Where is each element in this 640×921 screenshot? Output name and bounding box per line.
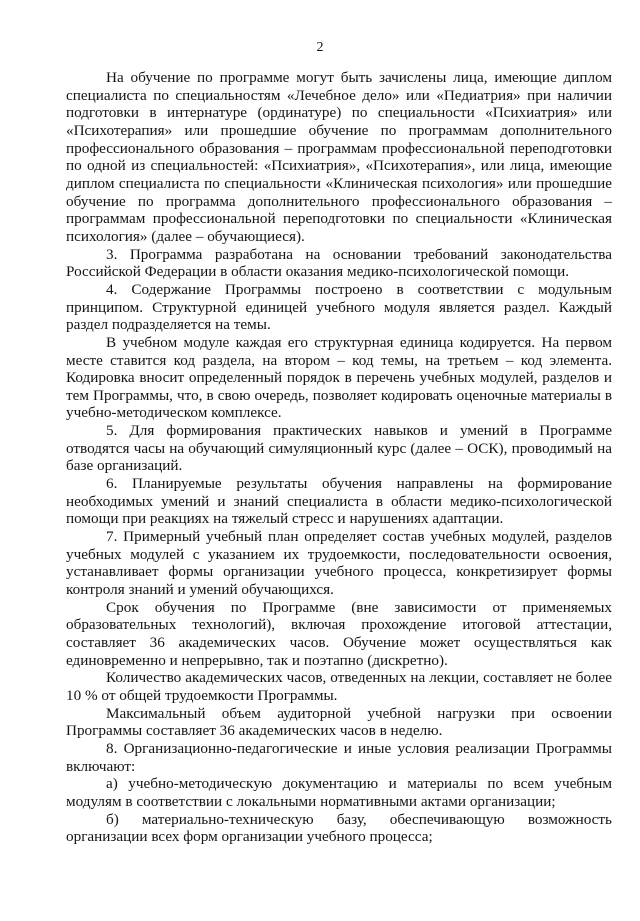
paragraph-lecture-hours: Количество академических часов, отведенных на лекции, составляет не более 10 % от общей трудоемкости Программы.: [66, 669, 612, 704]
paragraph-item-b-material-base: б) материально-техническую базу, обеспечивающую возможность организации всех форм организации учебного процесса;: [66, 810, 612, 846]
paragraph-6-learning-outcomes: 6. Планируемые результаты обучения направлены на формирование необходимых умений и знаний специалиста в области медико-психологической помощи при реакциях на тяжелый стресс и нарушениях адаптации.: [66, 475, 612, 528]
paragraph-7-curriculum: 7. Примерный учебный план определяет состав учебных модулей, разделов учебных модулей с указанием их трудоемкости, последовательности освоения, устанавливает формы организации учебного процесса, конкретизирует формы контроля знаний и умений обучающихся.: [66, 528, 612, 599]
paragraph-3-legal-basis: 3. Программа разработана на основании требований законодательства Российской Федерации в области оказания медико-психологической помощи.: [66, 245, 612, 281]
paragraph-coding: В учебном модуле каждая его структурная единица кодируется. На первом месте ставится код раздела, на втором – код темы, на третьем – код элемента. Кодировка вносит определенный порядок в перечень учебных модулей, разделов и тем Программы, что, в свою очередь, позволяет кодировать оценочные материалы в учебно-методическом комплексе.: [66, 333, 612, 422]
paragraph-5-simulation-course: 5. Для формирования практических навыков и умений в Программе отводятся часы на обучающий симуляционный курс (далее – ОСК), проводимый на базе организаций.: [66, 422, 612, 475]
paragraph-admission-requirements: На обучение по программе могут быть зачислены лица, имеющие диплом специалиста по специальностям «Лечебное дело» или «Педиатрия» при наличии подготовки в интернатуре (ординатуре) по специальности «Психиатрия» или «Психотерапия» или прошедшие обучение по программам дополнительного профессионального образования – программам профессиональной переподготовки по одной из специальностей: «Психиатрия», «Психотерапия», или лица, имеющие диплом специалиста по специальности «Клиническая психология» или прошедшие обучение по программа дополнительного профессионального образования – программам профессиональной переподготовки по специальности «Клиническая психология» (далее – обучающиеся).: [66, 69, 612, 245]
document-body: [66, 69, 612, 846]
paragraph-4-modular-structure: 4. Содержание Программы построено в соответствии с модульным принципом. Структурной единицей учебного модуля является раздел. Каждый раздел подразделяется на темы.: [66, 280, 612, 334]
paragraph-max-weekly-load: Максимальный объем аудиторной учебной нагрузки при освоении Программы составляет 36 академических часов в неделю.: [66, 704, 612, 740]
paragraph-training-duration: Срок обучения по Программе (вне зависимости от применяемых образовательных технологий), включая прохождение итоговой аттестации, составляет 36 академических часов. Обучение может осуществляться как единовременно и непрерывно, так и поэтапно (дискретно).: [66, 598, 612, 669]
paragraph-item-a-documentation: а) учебно-методическую документацию и материалы по всем учебным модулям в соответствии с локальными нормативными актами организации;: [66, 775, 612, 810]
paragraph-8-conditions: 8. Организационно-педагогические и иные условия реализации Программы включают:: [66, 739, 612, 775]
page-number: 2: [316, 40, 324, 55]
